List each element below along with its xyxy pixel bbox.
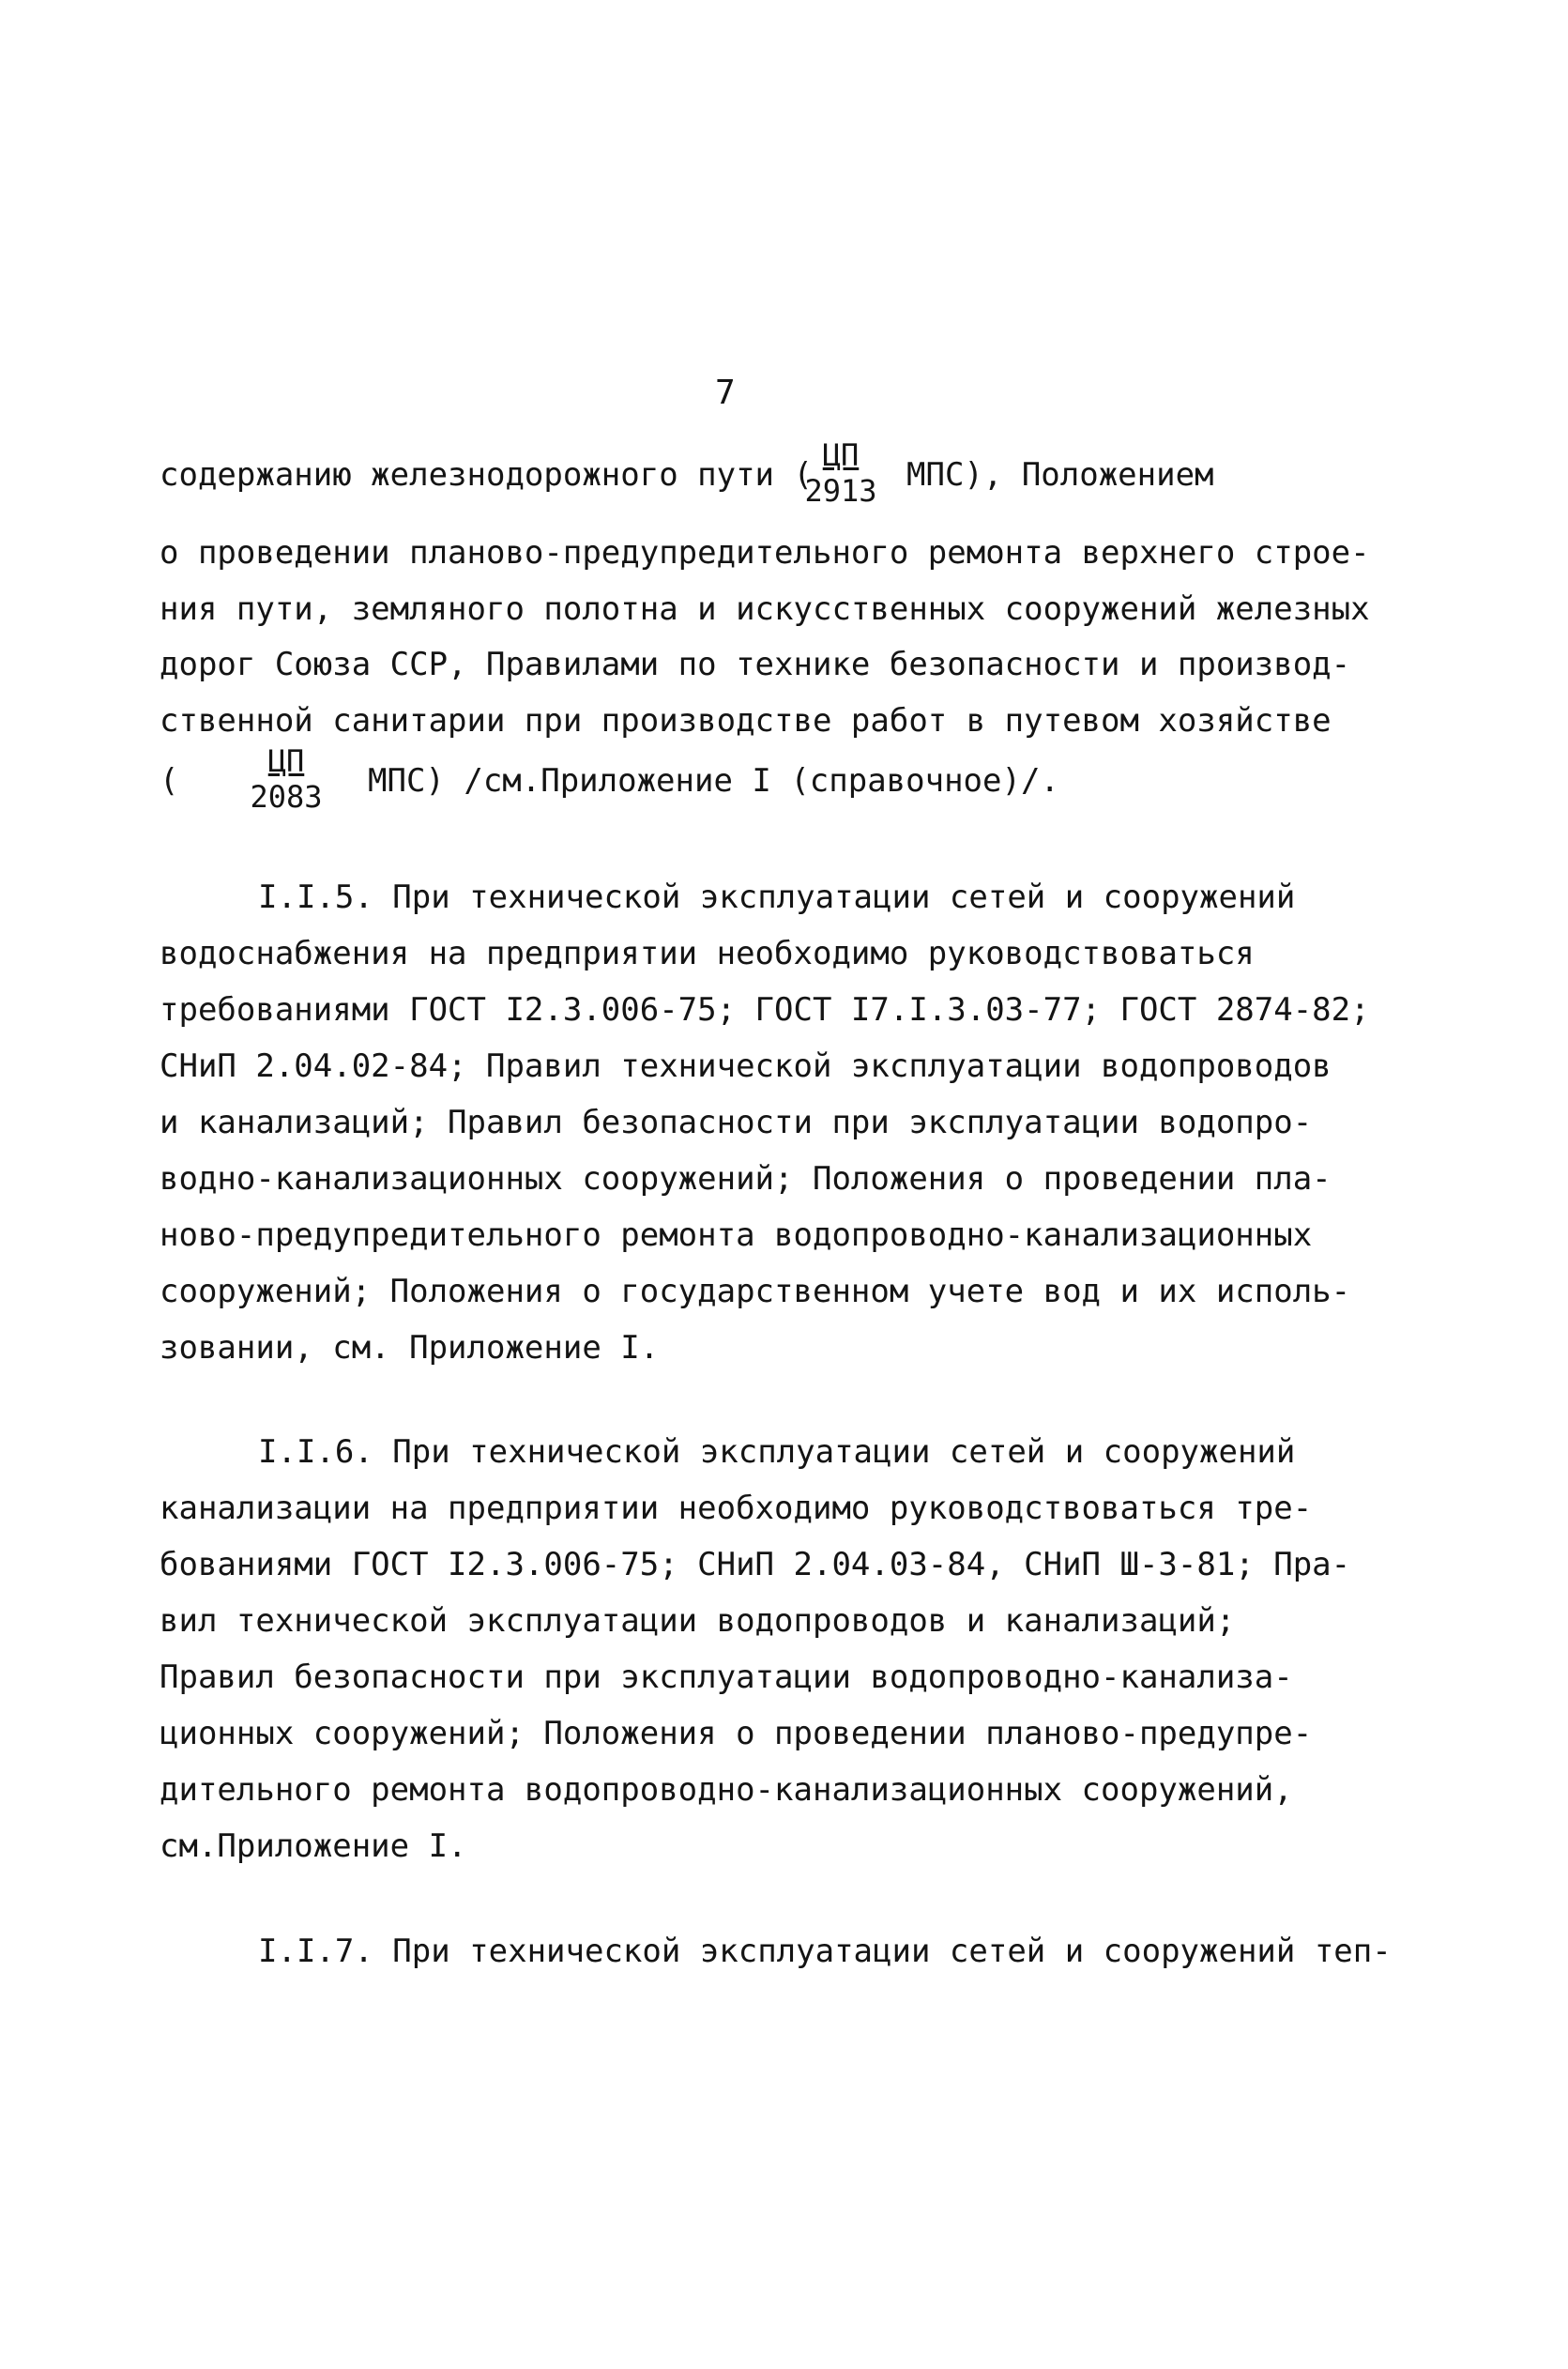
page-number: 7 — [715, 374, 736, 412]
section-heading-line: I.I.6. При технической эксплуатации сетей и сооружений — [258, 1433, 1296, 1471]
text-line: содержанию железнодорожного пути ( — [160, 456, 813, 494]
document-reference-fraction — [211, 743, 361, 815]
reference-denominator: 2913 — [804, 473, 877, 509]
reference-denominator: 2083 — [250, 779, 323, 815]
text-line: о проведении планово-предупредительного ремонта верхнего строе- — [160, 534, 1370, 572]
text-line: бованиями ГОСТ I2.3.006-75; СНиП 2.04.03-84, СНиП Ш-3-81; Пра- — [160, 1546, 1351, 1583]
text-line: дорог Союза ССР, Правилами по технике безопасности и производ- — [160, 646, 1351, 683]
text-line: дительного ремонта водопроводно-канализационных сооружений, — [160, 1771, 1293, 1809]
text-line: зовании, см. Приложение I. — [160, 1329, 660, 1367]
text-line: требованиями ГОСТ I2.3.006-75; ГОСТ I7.I.3.03-77; ГОСТ 2874-82; — [160, 991, 1370, 1029]
text-line: СНиП 2.04.02-84; Правил технической эксплуатации водопроводов — [160, 1047, 1332, 1085]
text-line: ционных сооружений; Положения о проведении планово-предупре- — [160, 1715, 1313, 1752]
text-line: ственной санитарии при производстве работ в путевом хозяйстве — [160, 702, 1332, 740]
text-line: МПС), Положением — [906, 456, 1214, 494]
section-heading-line: I.I.5. При технической эксплуатации сетей и сооружений — [258, 879, 1296, 916]
text-line: ( — [160, 762, 179, 800]
text-line: водно-канализационных сооружений; Положения о проведении пла- — [160, 1160, 1332, 1198]
document-reference-fraction — [784, 437, 897, 509]
text-line: и канализаций; Правил безопасности при эксплуатации водопро- — [160, 1104, 1313, 1141]
text-line: канализации на предприятии необходимо руководствоваться тре- — [160, 1490, 1313, 1527]
text-line: водоснабжения на предприятии необходимо руководствоваться — [160, 935, 1255, 972]
text-line: сооружений; Положения о государственном учете вод и их исполь- — [160, 1273, 1351, 1310]
text-line: ново-предупредительного ремонта водопроводно-канализационных — [160, 1216, 1313, 1254]
text-line: ния пути, земляного полотна и искусственных сооружений железных — [160, 590, 1370, 628]
text-line: см.Приложение I. — [160, 1827, 467, 1865]
text-line: Правил безопасности при эксплуатации водопроводно-канализа- — [160, 1658, 1293, 1696]
reference-numerator: ЦП — [267, 743, 305, 779]
text-line: МПС) /см.Приложение I (справочное)/. — [368, 762, 1059, 800]
reference-numerator: ЦП — [822, 437, 860, 473]
section-heading-line: I.I.7. При технической эксплуатации сетей и сооружений теп- — [258, 1933, 1392, 1970]
text-line: вил технической эксплуатации водопроводов и канализаций; — [160, 1602, 1236, 1640]
